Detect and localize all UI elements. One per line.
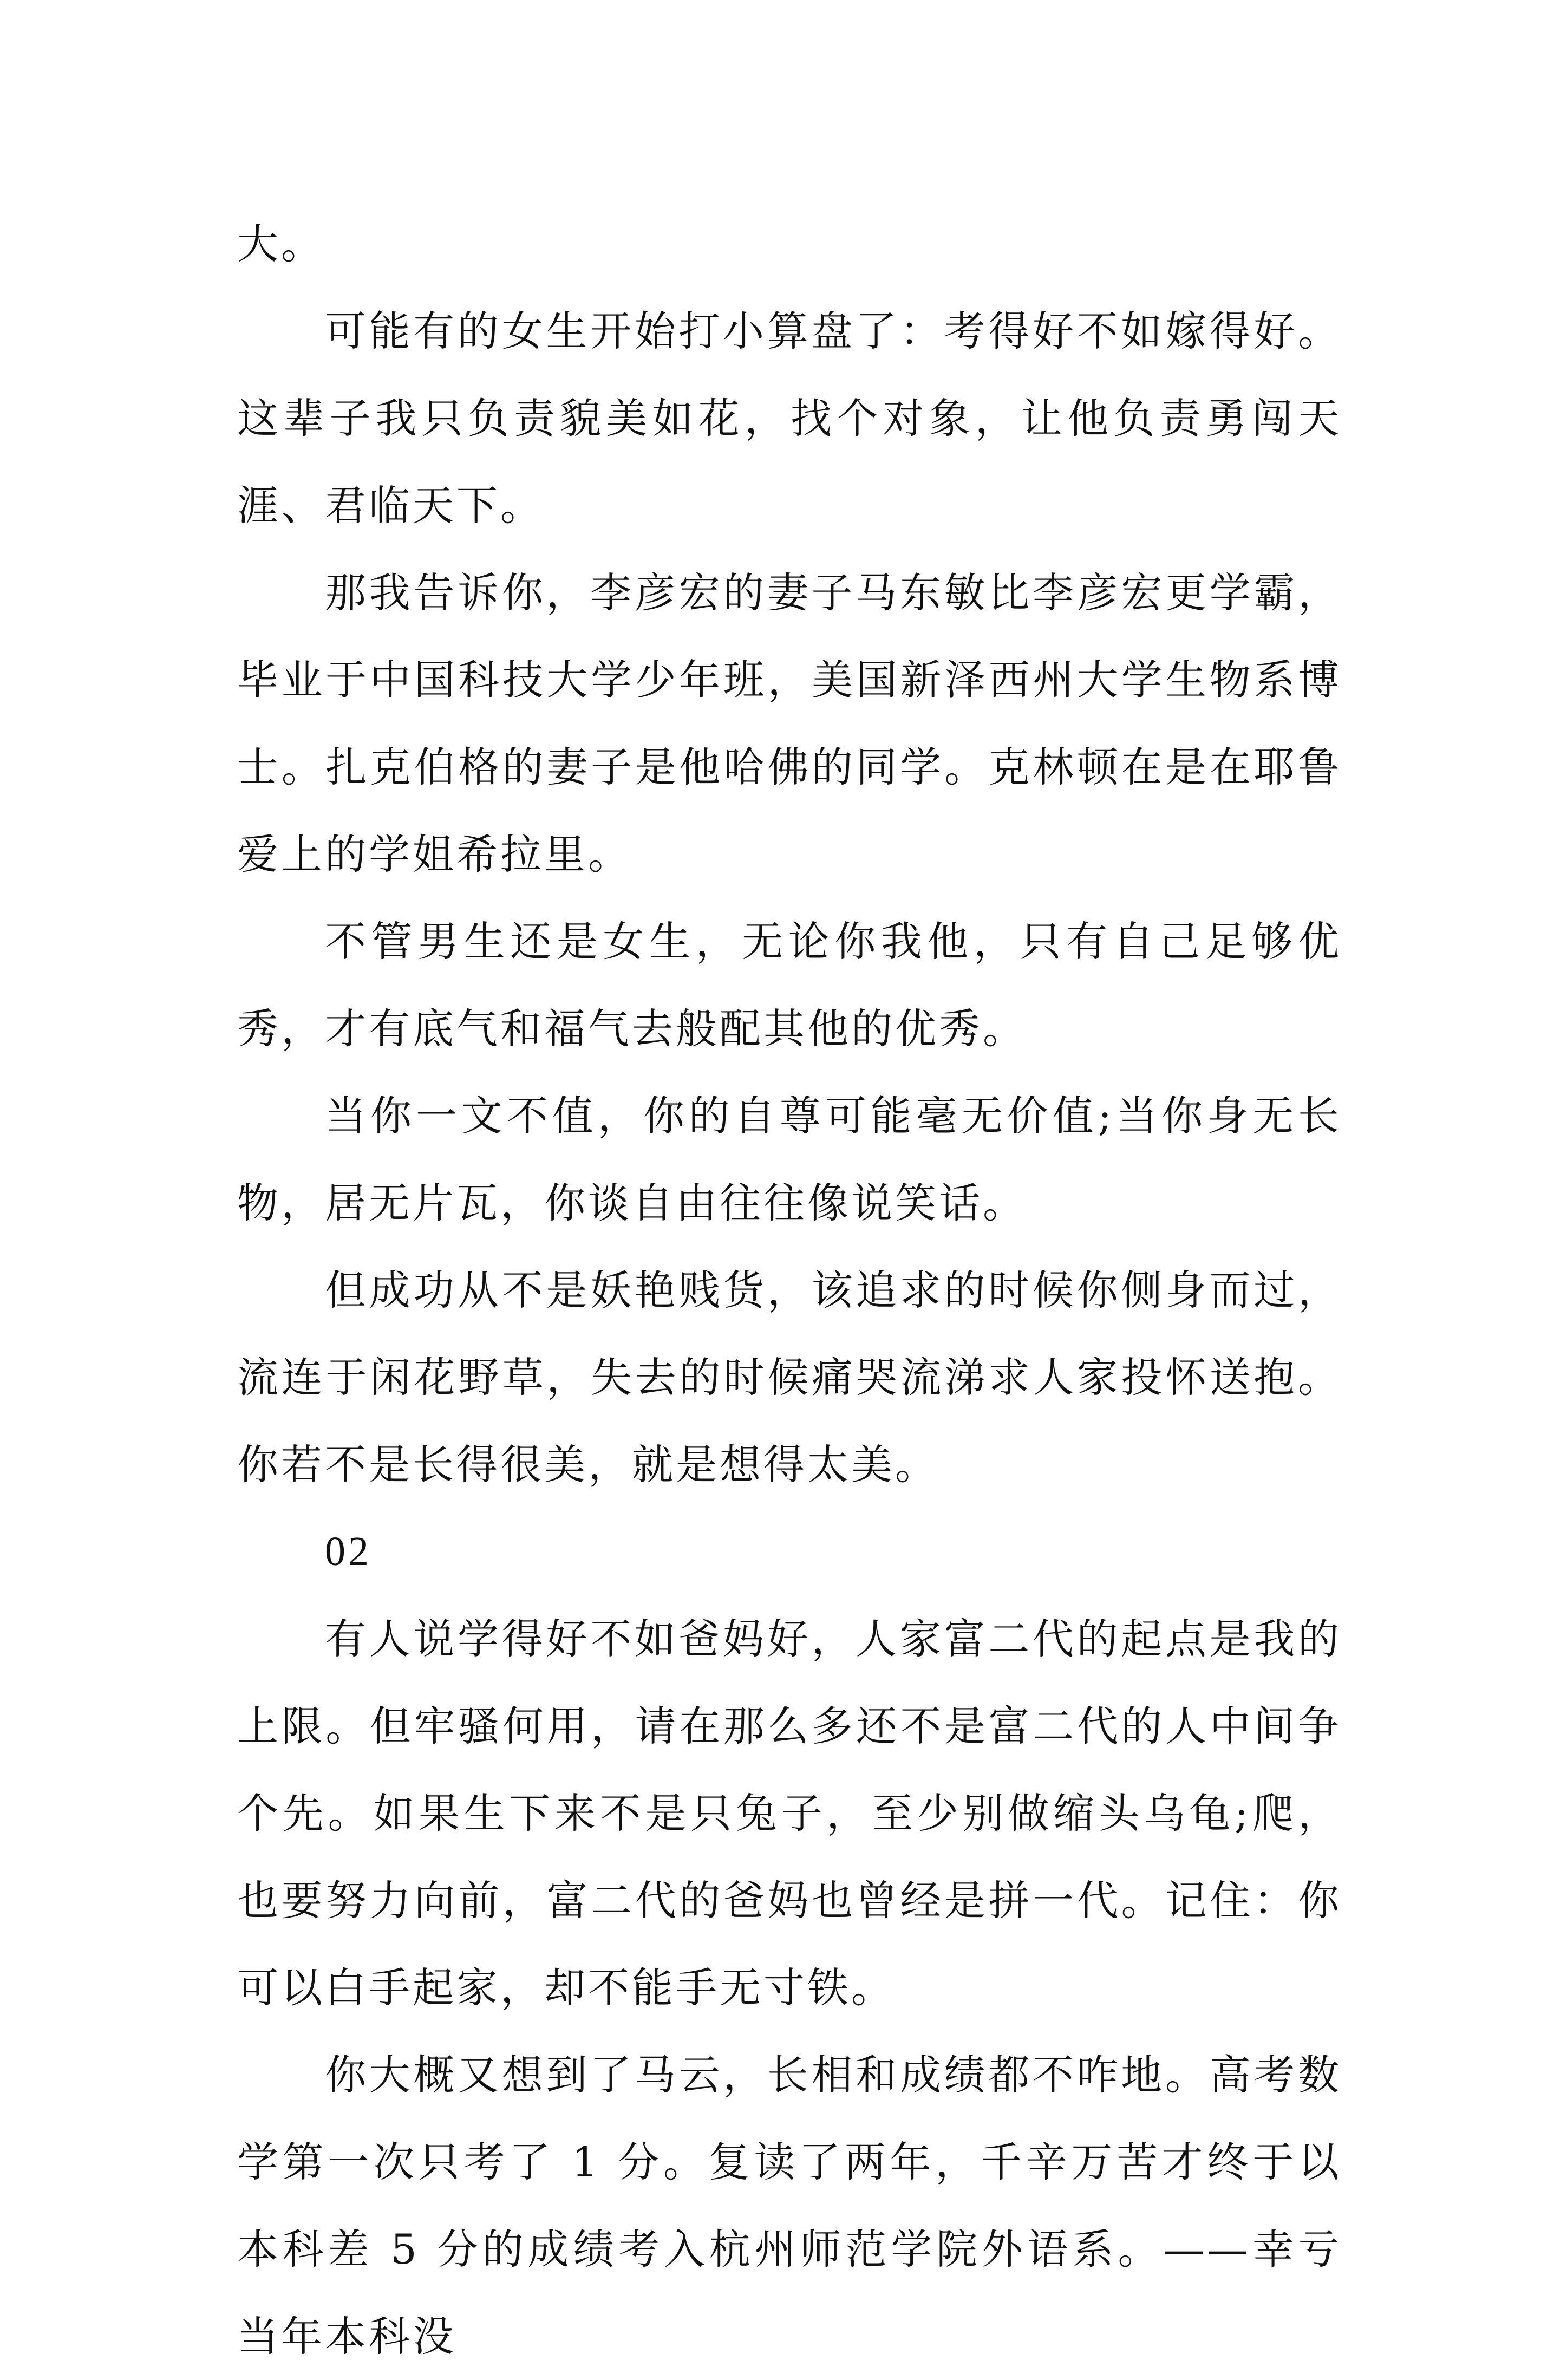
section-number: 02 <box>325 1529 371 1574</box>
paragraph-2: 可能有的女生开始打小算盘了：考得好不如嫁得好。这辈子我只负责貌美如花，找个对象，让他负责勇闯天涯、君临天下。 <box>237 307 1342 530</box>
document-body <box>237 200 1342 2380</box>
paragraph-4: 不管男生还是女生，无论你我他，只有自己足够优秀，才有底气和福气去般配其他的优秀。 <box>237 917 1342 1053</box>
paragraph-3: 那我告诉你，李彦宏的妻子马东敏比李彦宏更学霸，毕业于中国科技大学少年班，美国新泽西州大学生物系博士。扎克伯格的妻子是他哈佛的同学。克林顿在是在耶鲁爱上的学姐希拉里。 <box>237 569 1342 878</box>
paragraph-6: 但成功从不是妖艳贱货，该追求的时候你侧身而过，流连于闲花野草，失去的时候痛哭流涕求人家投怀送抱。你若不是长得很美，就是想得太美。 <box>237 1266 1342 1489</box>
paragraph-1: 大。 <box>237 220 325 268</box>
paragraph-8: 你大概又想到了马云，长相和成绩都不咋地。高考数学第一次只考了 1 分。复读了两年，千辛万苦才终于以本科差 5 分的成绩考入杭州师范学院外语系。——幸亏当年本科没 <box>237 2051 1342 2361</box>
paragraph-7: 有人说学得好不如爸妈好，人家富二代的起点是我的上限。但牢骚何用，请在那么多还不是富二代的人中间争个先。如果生下来不是只兔子，至少别做缩头乌龟;爬，也要努力向前，富二代的爸妈也曾经是拼一代。记住：你可以白手起家，却不能手无寸铁。 <box>237 1615 1342 2012</box>
paragraph-5: 当你一文不值，你的自尊可能毫无价值;当你身无长物，居无片瓦，你谈自由往往像说笑话。 <box>237 1092 1342 1227</box>
